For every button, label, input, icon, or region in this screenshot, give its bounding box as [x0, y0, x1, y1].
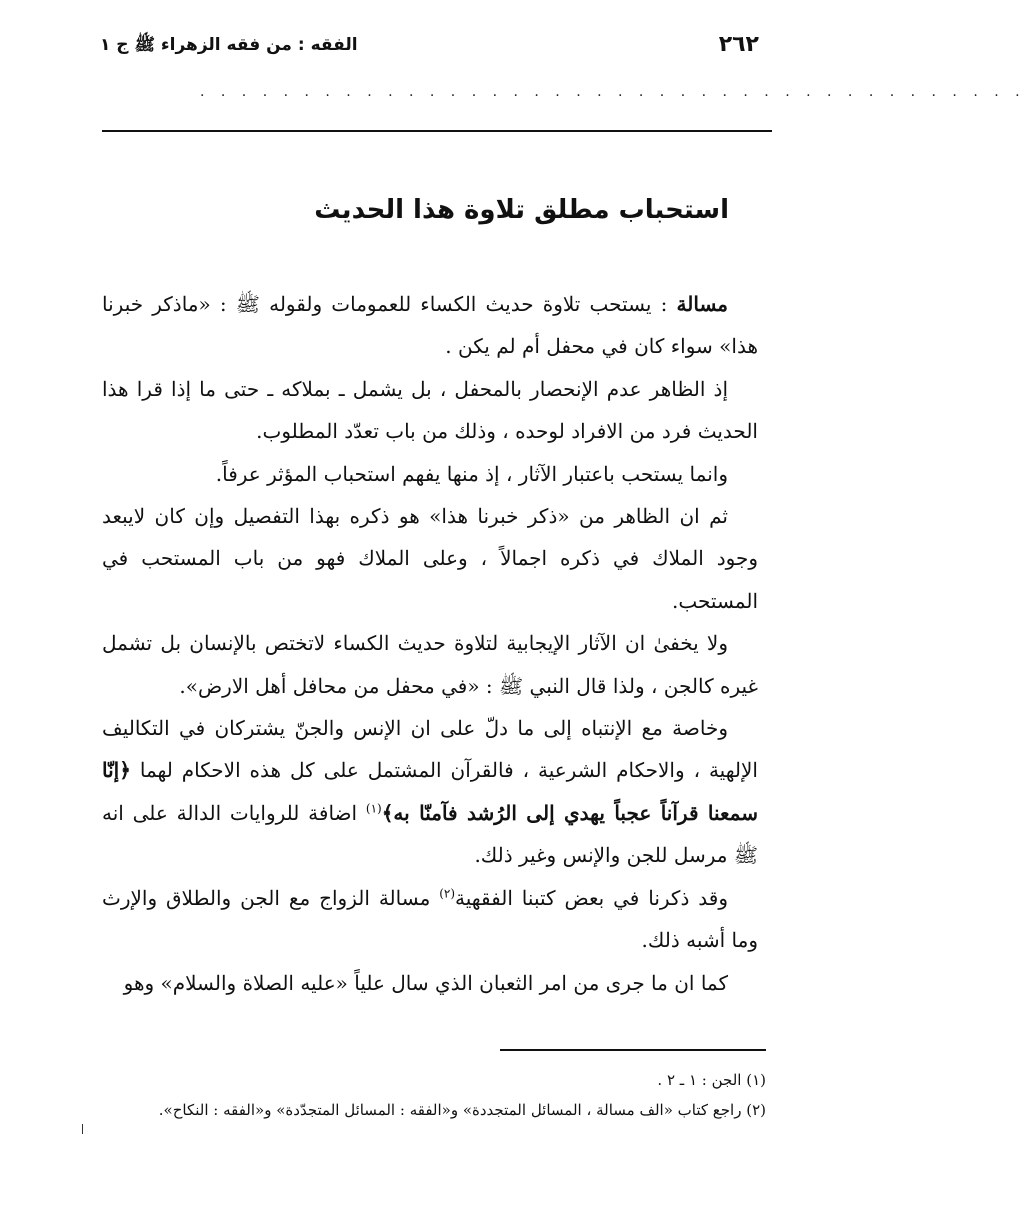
paragraph-text: : يستحب تلاوة حديث الكساء للعمومات ولقوله ﷺ : «ماذكر خبرنا هذا» سواء كان في محفل أم لم يكن . [102, 292, 758, 359]
section-heading: استحباب مطلق تلاوة هذا الحديث [314, 195, 729, 226]
footnote: (١) الجن : ١ ـ ٢ . [657, 1071, 766, 1089]
dotted-leader: . . . . . . . . . . . . . . . . . . . . . . . . . . . . . . . . . . . . . . . . [200, 84, 1026, 100]
footnote-rule [500, 1049, 766, 1051]
footnote-marker: (١) [365, 801, 382, 816]
footnote-marker: (٢) [439, 886, 456, 901]
paragraph: ولا يخفىٰ ان الآثار الإيجابية لتلاوة حديث الكساء لاتختص بالإنسان بل تشمل غيره كالجن ، ولذا قال النبي ﷺ : «في محفل من محافل أهل الارض». [102, 631, 758, 698]
footnote: (٢) راجع كتاب «الف مسالة ، المسائل المتجددة» و«الفقه : المسائل المتجدّدة» و«الفقه : النكاح». [158, 1101, 766, 1119]
paragraph [102, 283, 758, 368]
paragraph [102, 877, 758, 962]
footnotes [80, 1065, 766, 1125]
margin-mark [82, 1124, 83, 1134]
paragraph-text: وقد ذكرنا في بعض كتبنا الفقهية [455, 885, 728, 910]
paragraph: إذ الظاهر عدم الإنحصار بالمحفل ، بل يشمل ـ بملاكه ـ حتى ما إذا قرا هذا الحديث فرد من الافراد لوحده ، وذلك من باب تعدّد المطلوب. [102, 376, 758, 444]
paragraph: وانما يستحب باعتبار الآثار ، إذ منها يفهم استحباب المؤثر عرفاً. [215, 461, 728, 486]
running-header [100, 32, 759, 62]
header-rule [102, 130, 772, 132]
paragraph [102, 707, 758, 877]
body-text [102, 283, 758, 1004]
paragraph: ثم ان الظاهر من «ذكر خبرنا هذا» هو ذكره بهذا التفصيل وإن كان لايبعد وجود الملاك في ذكره اجمالاً ، وعلى الملاك فهو من باب المستحب في المستحب. [102, 504, 758, 613]
issue-label: مسالة [676, 292, 728, 316]
paragraph-text: اضافة للروايات الدالة على انه ﷺ مرسل للجن والإنس وغير ذلك. [102, 800, 758, 868]
page-number: ٢٦٢ [718, 32, 759, 57]
paragraph-text: مسالة الزواج مع الجن والطلاق والإرث وما أشبه ذلك. [102, 885, 758, 953]
paragraph-text: وخاصة مع الإنتباه إلى ما دلّ على ان الإنس والجنّ يشتركان في التكاليف الإلهية ، والاحكام الشرعية ، فالقرآن المشتمل على كل هذه الاحكام لهما [102, 716, 758, 783]
paragraph: كما ان ما جرى من امر الثعبان الذي سال علياً «عليه الصلاة والسلام» وهو [123, 970, 728, 995]
quran-quote: ﴿إنّا سمعنا قرآناً عجباً يهدي إلى الرُشد فآمنّا به﴾ [102, 758, 759, 825]
running-title: الفقه : من فقه الزهراء ﷺ ج ١ [100, 35, 358, 55]
